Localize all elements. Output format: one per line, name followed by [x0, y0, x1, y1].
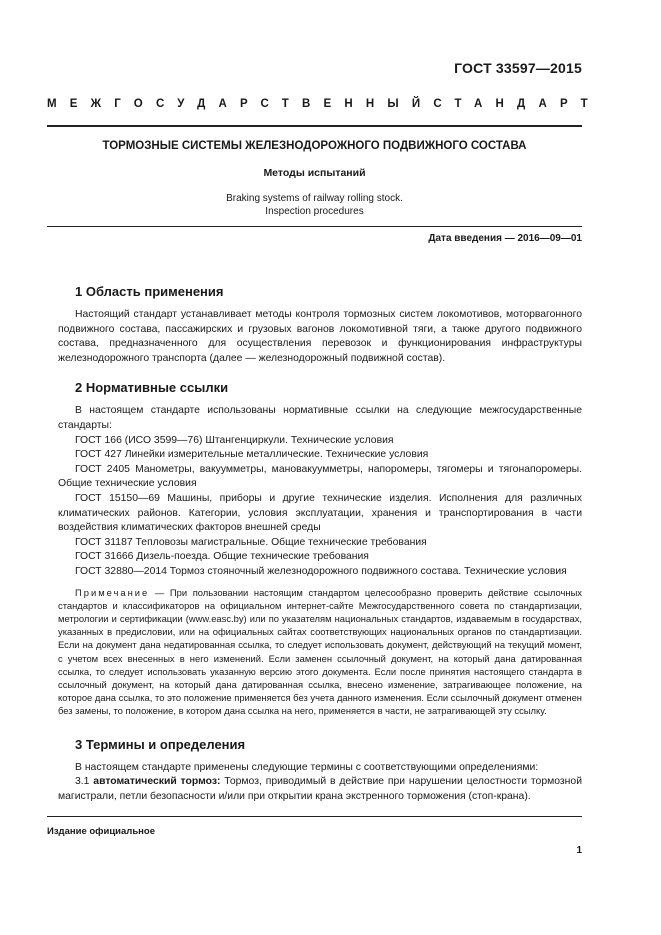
english-title-line: Braking systems of railway rolling stock. [226, 193, 403, 204]
reference-item: ГОСТ 31187 Тепловозы магистральные. Общие технические требования [75, 536, 427, 548]
middle-divider [47, 226, 582, 227]
section-scope [58, 284, 582, 366]
document-body [58, 284, 582, 804]
term-name: автоматический тормоз: [93, 776, 221, 788]
term-definition [58, 775, 582, 804]
paragraph: В настоящем стандарте применены следующие термины с соответствующими определениями: [75, 761, 539, 773]
reference-item: ГОСТ 31666 Дизель-поезда. Общие технические требования [75, 551, 369, 563]
paragraph: Настоящий стандарт устанавливает методы контроля тормозных систем локомотивов, моторвагонного подвижного состава, пассажирских и грузовых вагонов локомотивной тяги, а также другого подвижного состава, предназначенного для осуществления перевозок и функционирования инфраструктуры железнодорожного транспорта (далее — железнодорожный подвижной состав). [58, 309, 582, 364]
note [58, 586, 582, 718]
reference-item: ГОСТ 166 (ИСО 3599—76) Штангенциркули. Технические условия [75, 434, 394, 446]
english-title-line: Inspection procedures [265, 206, 364, 217]
standard-word: СТАНДАРТ [433, 98, 601, 110]
page-number: 1 [576, 845, 582, 856]
note-label: Примечание [75, 586, 150, 598]
interstate-word: МЕЖГОСУДАРСТВЕННЫЙ [47, 98, 434, 110]
reference-item: ГОСТ 2405 Манометры, вакуумметры, мановакуумметры, напоромеры, тягомеры и тягонапоромеры. Общие технические условия [58, 463, 582, 490]
note-text: — При пользовании настоящим стандартом целесообразно проверить действие ссылочных стандартов и классификаторов на официальном интернет-сайте Межгосударственного совета по стандартизации, метрологии и сертификации (www.easc.by) или по указателям национальных стандартов, издаваемым в государствах, указанных в предисловии, или на официальных сайтах соответствующих национальных органов по стандартизации. Если на документ дана недатированная ссылка, то следует использовать документ, действующий на текущий момент, с учетом всех внесенных в него изменений. Если заменен ссылочный документ, на который дана датированная ссылка, то следует использовать указанную версию этого документа. Если после принятия настоящего стандарта в ссылочный документ, на который дана датированная ссылка, внесено изменение, затрагивающее положение, на которое дана ссылка, то это положение применяется без учета данного изменения. Если ссылочный документ отменен без замены, то положение, в котором дана ссылка на него, применяется в части, не затрагивающей эту ссылку. [58, 586, 582, 717]
reference-item: ГОСТ 15150—69 Машины, приборы и другие технические изделия. Исполнения для различных климатических районов. Категории, условия эксплуатации, хранения и транспортирования в части воздействия климатических факторов внешней среды [58, 492, 582, 534]
reference-item: ГОСТ 427 Линейки измерительные металлические. Технические условия [75, 449, 429, 461]
interstate-standard-banner [47, 98, 601, 110]
paragraph: В настоящем стандарте использованы нормативные ссылки на следующие межгосударственные стандарты: [58, 405, 582, 431]
edition-label: Издание официальное [47, 826, 155, 837]
footer-divider [47, 816, 582, 817]
section-heading: 2 Нормативные ссылки [75, 380, 229, 396]
section-heading: 1 Область применения [75, 284, 224, 299]
english-title [47, 192, 582, 218]
term-text: Тормоз, приводимый в действие при нарушении целостности тормозной магистрали, петли безопасности и/или при открытии крана экстренного торможения (стоп-крана). [58, 776, 582, 802]
top-divider [47, 125, 582, 127]
section-heading: 3 Термины и определения [75, 736, 246, 752]
introduction-date: Дата введения — 2016—09—01 [428, 233, 582, 244]
gost-number: ГОСТ 33597—2015 [454, 60, 582, 76]
term-number: 3.1 [75, 776, 94, 788]
reference-item: ГОСТ 32880—2014 Тормоз стояночный железнодорожного подвижного состава. Технические условия [75, 565, 567, 577]
section-references [58, 380, 582, 717]
document-title: ТОРМОЗНЫЕ СИСТЕМЫ ЖЕЛЕЗНОДОРОЖНОГО ПОДВИЖНОГО СОСТАВА [102, 140, 527, 152]
document-subtitle: Методы испытаний [263, 167, 366, 179]
section-terms [58, 737, 582, 805]
